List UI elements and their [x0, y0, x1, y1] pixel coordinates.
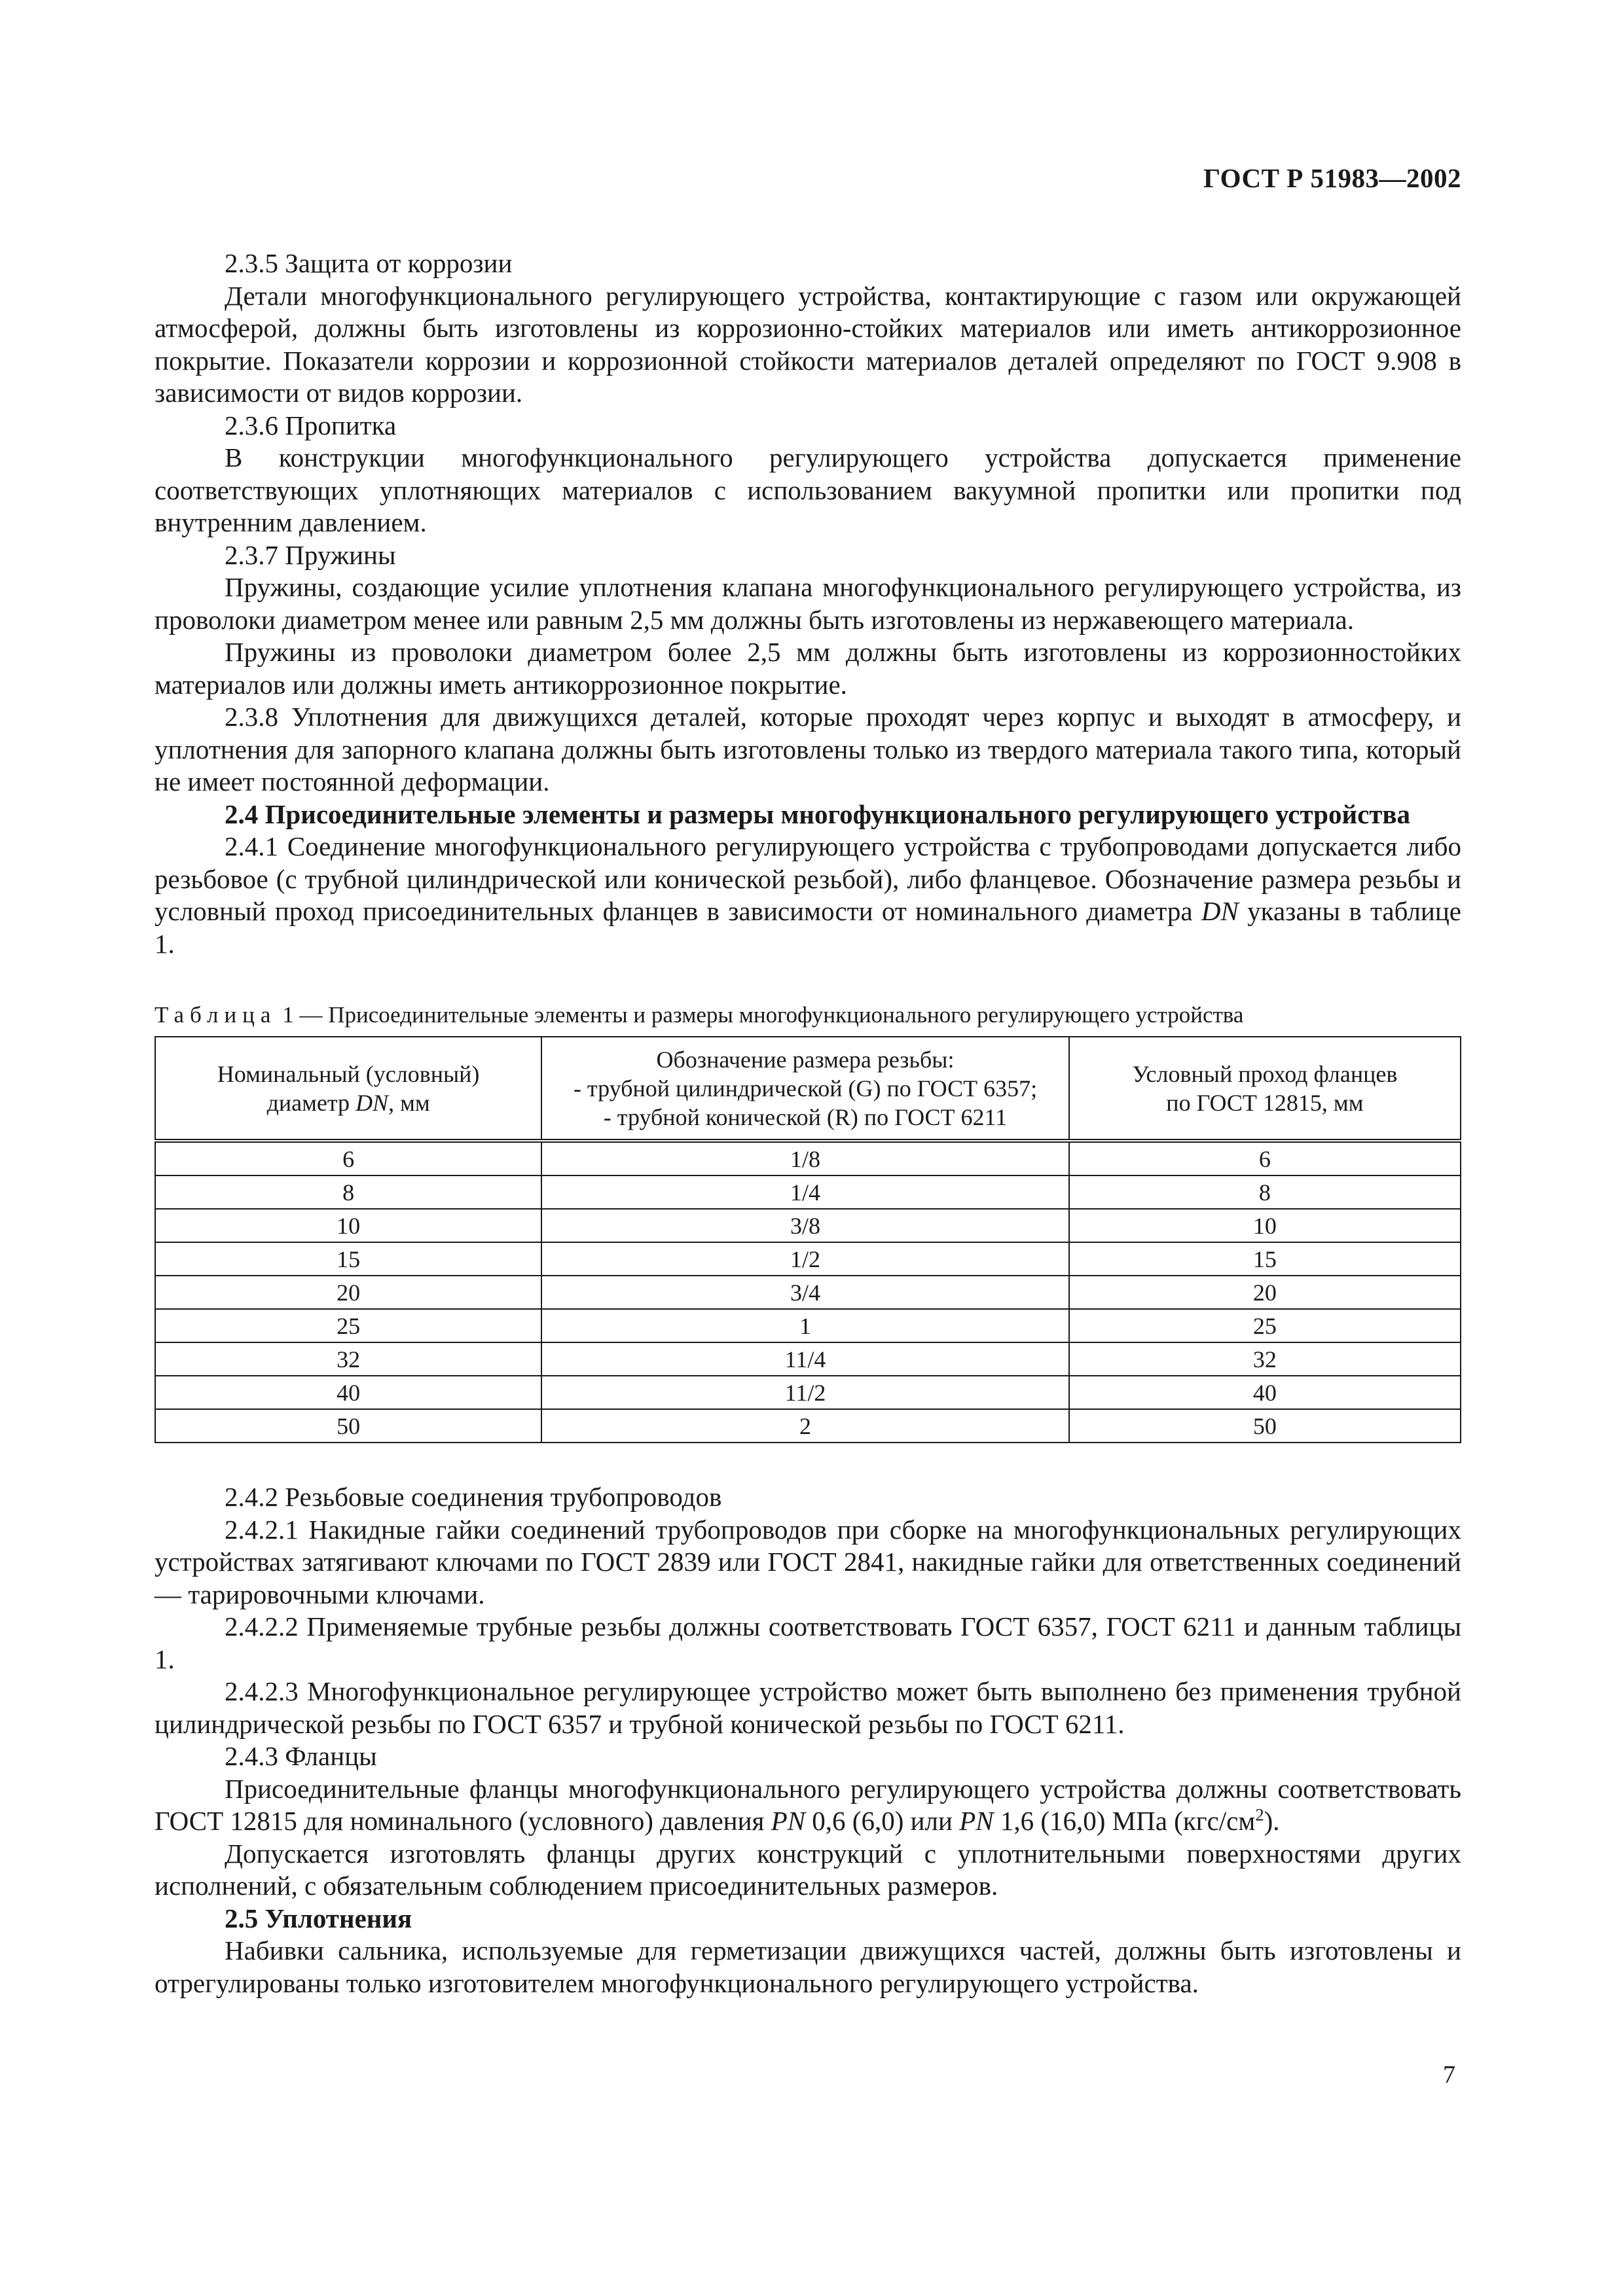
paragraph-2-3-8: 2.3.8 Уплотнения для движущихся деталей, которые проходят через корпус и выходят в атмосферу, и уплотнения для запорного клапана должны быть изготовлены только из твердого материала такого типа, который не имеет постоянной деформации. — [155, 702, 1461, 797]
paragraph: Детали многофункционального регулирующего устройства, контактирующие с газом или окружающей атмосферой, должны быть изготовлены из коррозионно-стойких материалов или иметь антикоррозионное покрытие. Показатели коррозии и коррозионной стойкости материалов деталей определяют по ГОСТ 9.908 в зависимости от видов коррозии. — [155, 280, 1461, 408]
cell-thread: 3/4 — [541, 1276, 1069, 1309]
cell-dn: 32 — [155, 1342, 541, 1376]
page-number: 7 — [1443, 2061, 1455, 2089]
table-row — [155, 1242, 1461, 1276]
table-caption: Таблица 1 — Присоединительные элементы и размеры многофункционального регулирующего устройства — [155, 1002, 1244, 1028]
column-header-dn: Номинальный (условный) диаметр DN, мм — [155, 1037, 541, 1141]
column-header-thread: Обозначение размера резьбы: - трубной цилиндрической (G) по ГОСТ 6357; - трубной конической (R) по ГОСТ 6211 — [541, 1037, 1069, 1141]
cell-flange: 10 — [1069, 1209, 1461, 1242]
cell-dn: 25 — [155, 1309, 541, 1342]
cell-thread: 1/4 — [541, 1175, 1069, 1209]
section-heading-2-4-2: 2.4.2 Резьбовые соединения трубопроводов — [225, 1482, 722, 1512]
paragraph-2-4-2-2: 2.4.2.2 Применяемые трубные резьбы должны соответствовать ГОСТ 6357, ГОСТ 6211 и данным таблицы 1. — [155, 1611, 1461, 1674]
section-heading-2-3-7: 2.3.7 Пружины — [225, 539, 396, 570]
table-row — [155, 1209, 1461, 1242]
paragraph-2-4-1: 2.4.1 Соединение многофункционального регулирующего устройства с трубопроводами допускается либо резьбовое (с трубной цилиндрической или конической резьбой), либо фланцевое. Обозначение размера резьбы и условный проход присоединительных фланцев в зависимости от номинального диаметра DN указаны в таблице 1. — [155, 831, 1461, 959]
paragraph: Допускается изготовлять фланцы других конструкций с уплотнительными поверхностями других исполнений, с обязательным соблюдением присоединительных размеров. — [155, 1838, 1461, 1901]
paragraph: В конструкции многофункционального регулирующего устройства допускается применение соответствующих уплотняющих материалов с использованием вакуумной пропитки или пропитки под внутренним давлением. — [155, 442, 1461, 537]
paragraph: Пружины из проволоки диаметром более 2,5 мм должны быть изготовлены из коррозионностойких материалов или должны иметь антикоррозионное покрытие. — [155, 637, 1461, 700]
cell-thread: 1/8 — [541, 1141, 1069, 1175]
table-row — [155, 1342, 1461, 1376]
column-header-flange: Условный проход фланцев по ГОСТ 12815, мм — [1069, 1037, 1461, 1141]
cell-flange: 15 — [1069, 1242, 1461, 1276]
table-row — [155, 1175, 1461, 1209]
cell-flange: 50 — [1069, 1409, 1461, 1443]
section-heading-2-4: 2.4 Присоединительные элементы и размеры многофункционального регулирующего устройства — [225, 798, 1411, 829]
section-heading-2-3-6: 2.3.6 Пропитка — [225, 410, 397, 440]
dn-symbol: DN — [1201, 896, 1239, 926]
cell-dn: 6 — [155, 1141, 541, 1175]
cell-thread: 2 — [541, 1409, 1069, 1443]
cell-flange: 32 — [1069, 1342, 1461, 1376]
cell-dn: 8 — [155, 1175, 541, 1209]
cell-flange: 40 — [1069, 1376, 1461, 1409]
cell-flange: 8 — [1069, 1175, 1461, 1209]
cell-flange: 20 — [1069, 1276, 1461, 1309]
cell-dn: 15 — [155, 1242, 541, 1276]
table-row — [155, 1376, 1461, 1409]
cell-thread: 1 — [541, 1309, 1069, 1342]
cell-flange: 25 — [1069, 1309, 1461, 1342]
cell-thread: 1/2 — [541, 1242, 1069, 1276]
page-body — [155, 247, 1461, 2000]
cell-dn: 50 — [155, 1409, 541, 1443]
paragraph: Пружины, создающие усилие уплотнения клапана многофункционального регулирующего устройства, из проволоки диаметром менее или равным 2,5 мм должны быть изготовлены из нержавеющего материала. — [155, 572, 1461, 635]
paragraph: Набивки сальника, используемые для герметизации движущихся частей, должны быть изготовлены и отрегулированы только изготовителем многофункционального регулирующего устройства. — [155, 1935, 1461, 1998]
section-heading-2-5: 2.5 Уплотнения — [225, 1903, 412, 1933]
table-row — [155, 1309, 1461, 1342]
cell-thread: 3/8 — [541, 1209, 1069, 1242]
table-header-row — [155, 1037, 1461, 1141]
table-row — [155, 1409, 1461, 1443]
cell-thread: 11/2 — [541, 1376, 1069, 1409]
document-header: ГОСТ Р 51983—2002 — [1203, 163, 1461, 193]
cell-dn: 20 — [155, 1276, 541, 1309]
paragraph-2-4-2-3: 2.4.2.3 Многофункциональное регулирующее устройство может быть выполнено без применения трубной цилиндрической резьбы по ГОСТ 6357 и трубной конической резьбы по ГОСТ 6211. — [155, 1676, 1461, 1739]
cell-dn: 40 — [155, 1376, 541, 1409]
cell-thread: 11/4 — [541, 1342, 1069, 1376]
table-row — [155, 1276, 1461, 1309]
cell-flange: 6 — [1069, 1141, 1461, 1175]
table-row — [155, 1141, 1461, 1175]
section-heading-2-4-3: 2.4.3 Фланцы — [225, 1741, 377, 1771]
section-heading-2-3-5: 2.3.5 Защита от коррозии — [225, 248, 513, 278]
cell-dn: 10 — [155, 1209, 541, 1242]
paragraph-2-4-2-1: 2.4.2.1 Накидные гайки соединений трубопроводов при сборке на многофункциональных регулирующих устройствах затягивают ключами по ГОСТ 2839 или ГОСТ 2841, накидные гайки для ответственных соединений — тарировочными ключами. — [155, 1514, 1461, 1609]
connection-table — [155, 1036, 1461, 1443]
paragraph-flanges: Присоединительные фланцы многофункционального регулирующего устройства должны соответствовать ГОСТ 12815 для номинального (условного) давления PN 0,6 (6,0) или PN 1,6 (16,0) МПа $(кгс/см^2)$. — [155, 1773, 1461, 1836]
